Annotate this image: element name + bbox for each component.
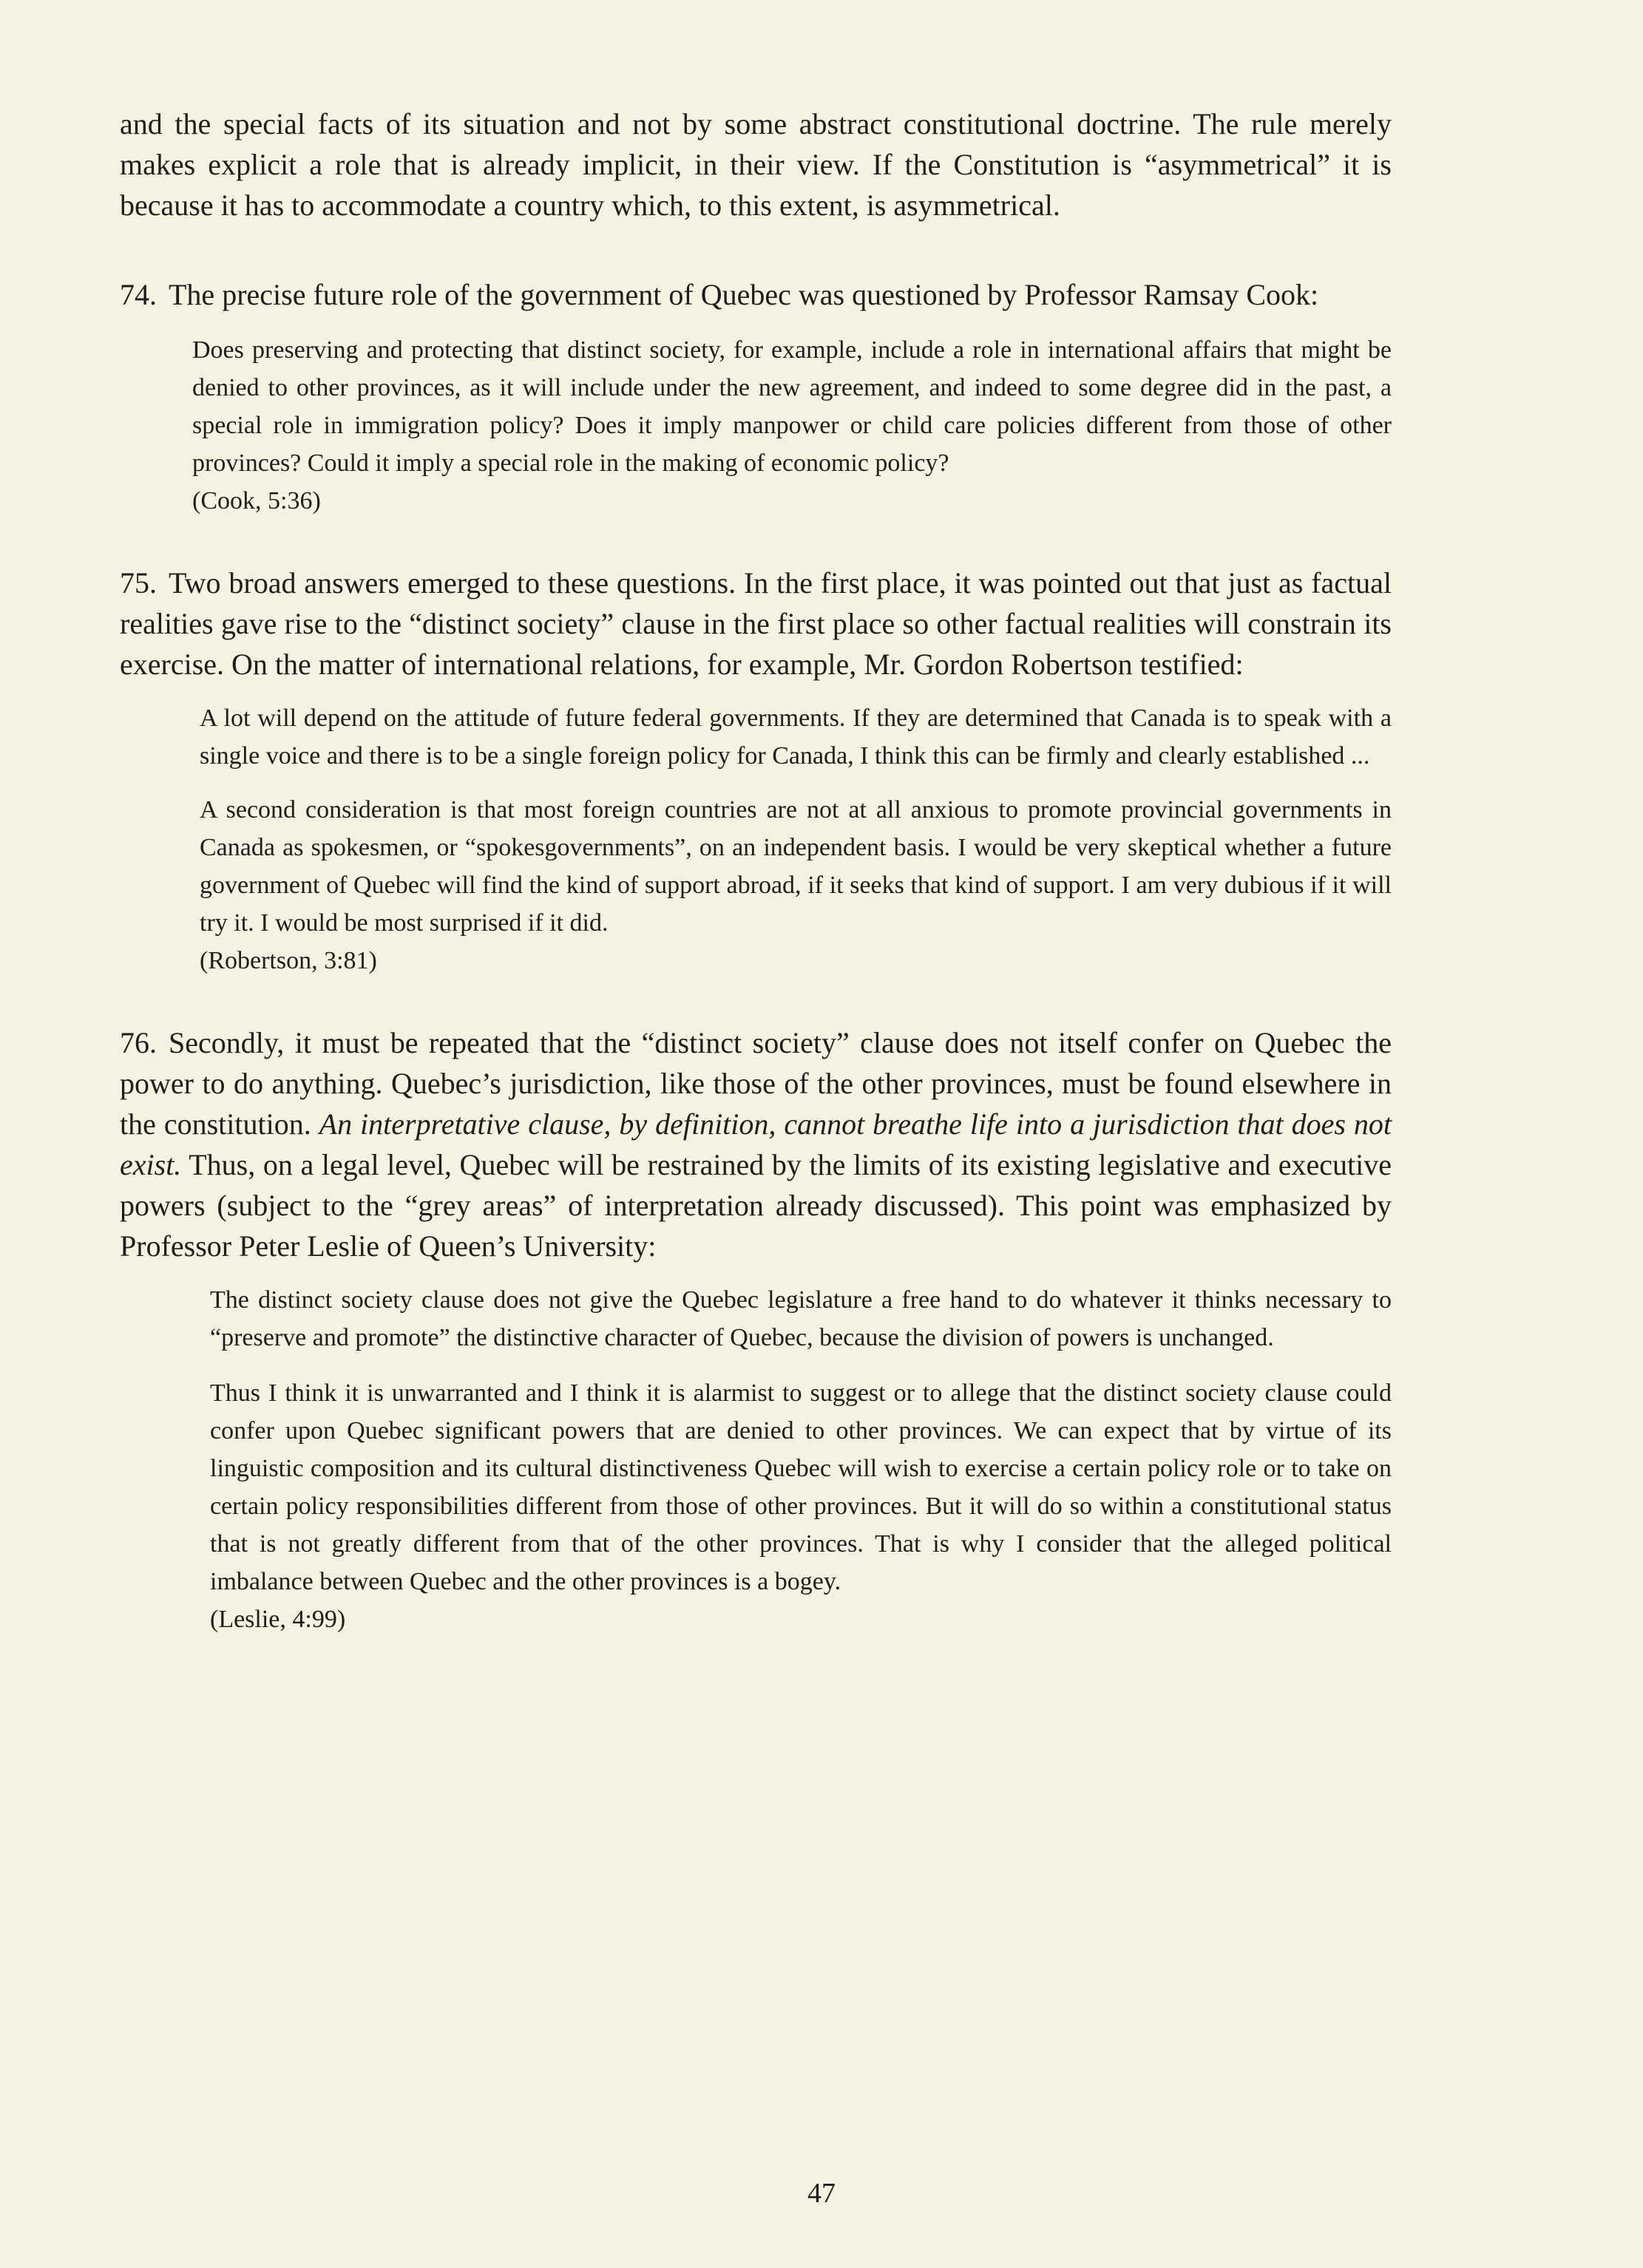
paragraph-75-text: Two broad answers emerged to these questions. In the first place, it was pointed out that just as factual realities gave rise to the “distinct society” clause in the first place so other factual realities will constrain its exercise. On the matter of international relations, for example, Mr. Gordon Robertson testified: [120, 566, 1392, 681]
quote-cook-citation: (Cook, 5:36) [192, 487, 321, 515]
paragraph-76-text-before-italic: Secondly, it must be repeated that the “distinct society” clause does not itself confer on Quebec the power to do anything. Quebec’s jurisdiction, like those of the other provinces, must be found elsewhere in the constitution. [120, 1026, 1392, 1141]
quote-robertson-citation: (Robertson, 3:81) [200, 947, 377, 974]
quote-robertson-text-2: A second consideration is that most foreign countries are not at all anxious to promote provincial governments in Canada as spokesmen, or “spokesgovernments”, on an independent basis. I would be very skeptical whether a future government of Quebec will find the kind of support abroad, if it seeks that kind of support. I am very dubious if it will try it. I would be most surprised if it did. [200, 796, 1392, 937]
quote-cook-text: Does preserving and protecting that distinct society, for example, include a role in international affairs that might be denied to other provinces, as it will include under the new agreement, and indeed to some degree did in the past, a special role in immigration policy? Does it imply manpower or child care policies different from those of other provinces? Could it imply a special role in the making of economic policy? [192, 336, 1392, 477]
paragraph-74-number: 74. [120, 278, 157, 311]
paragraph-76 [120, 1022, 1392, 1266]
block-quote-leslie [210, 1281, 1392, 1638]
paragraph-74-text: The precise future role of the government of Quebec was questioned by Professor Ramsay Cook: [169, 278, 1319, 311]
paragraph-76-number: 76. [120, 1026, 157, 1059]
paragraph-75 [120, 563, 1392, 685]
document-page [120, 103, 1392, 1638]
quote-robertson-text-1: A lot will depend on the attitude of future federal governments. If they are determined that Canada is to speak with a single voice and there is to be a single foreign policy for Canada, I think this can be firmly and clearly established ... [200, 704, 1392, 770]
paragraph-73-text: and the special facts of its situation and not by some abstract constitutional doctrine. The rule merely makes explicit a role that is already implicit, in their view. If the Constitution is “asymmetrical” it is because it has to accommodate a country which, to this extent, is asymmetrical. [120, 107, 1392, 222]
quote-leslie-text-2: Thus I think it is unwarranted and I think it is alarmist to suggest or to allege that the distinct society clause could confer upon Quebec significant powers that are denied to other provinces. We can expect that by virtue of its linguistic composition and its cultural distinctiveness Quebec will wish to exercise a certain policy role or to take on certain policy responsibilities different from those of other provinces. But it will do so within a constitutional status that is not greatly different from that of the other provinces. That is why I consider that the alleged political imbalance between Quebec and the other provinces is a bogey. [210, 1379, 1392, 1595]
block-quote-robertson [200, 699, 1392, 979]
block-quote-cook [192, 331, 1392, 520]
paragraph-73-continued [120, 103, 1392, 225]
paragraph-76-text-after-italic: Thus, on a legal level, Quebec will be restrained by the limits of its existing legislative and executive powers (subject to the “grey areas” of interpretation already discussed). This point was emphasized by Professor Peter Leslie of Queen’s University: [120, 1148, 1392, 1263]
paragraph-75-number: 75. [120, 566, 157, 600]
quote-leslie-citation: (Leslie, 4:99) [210, 1606, 346, 1633]
paragraph-74 [120, 274, 1392, 315]
paragraph-76-italic-text: An interpretative clause, by definition, cannot breathe life into a jurisdiction that does not exist. [120, 1107, 1392, 1181]
quote-leslie-text-1: The distinct society clause does not give the Quebec legislature a free hand to do whatever it thinks necessary to “preserve and promote” the distinctive character of Quebec, because the division of powers is unchanged. [210, 1286, 1392, 1351]
page-number: 47 [807, 2178, 836, 2209]
